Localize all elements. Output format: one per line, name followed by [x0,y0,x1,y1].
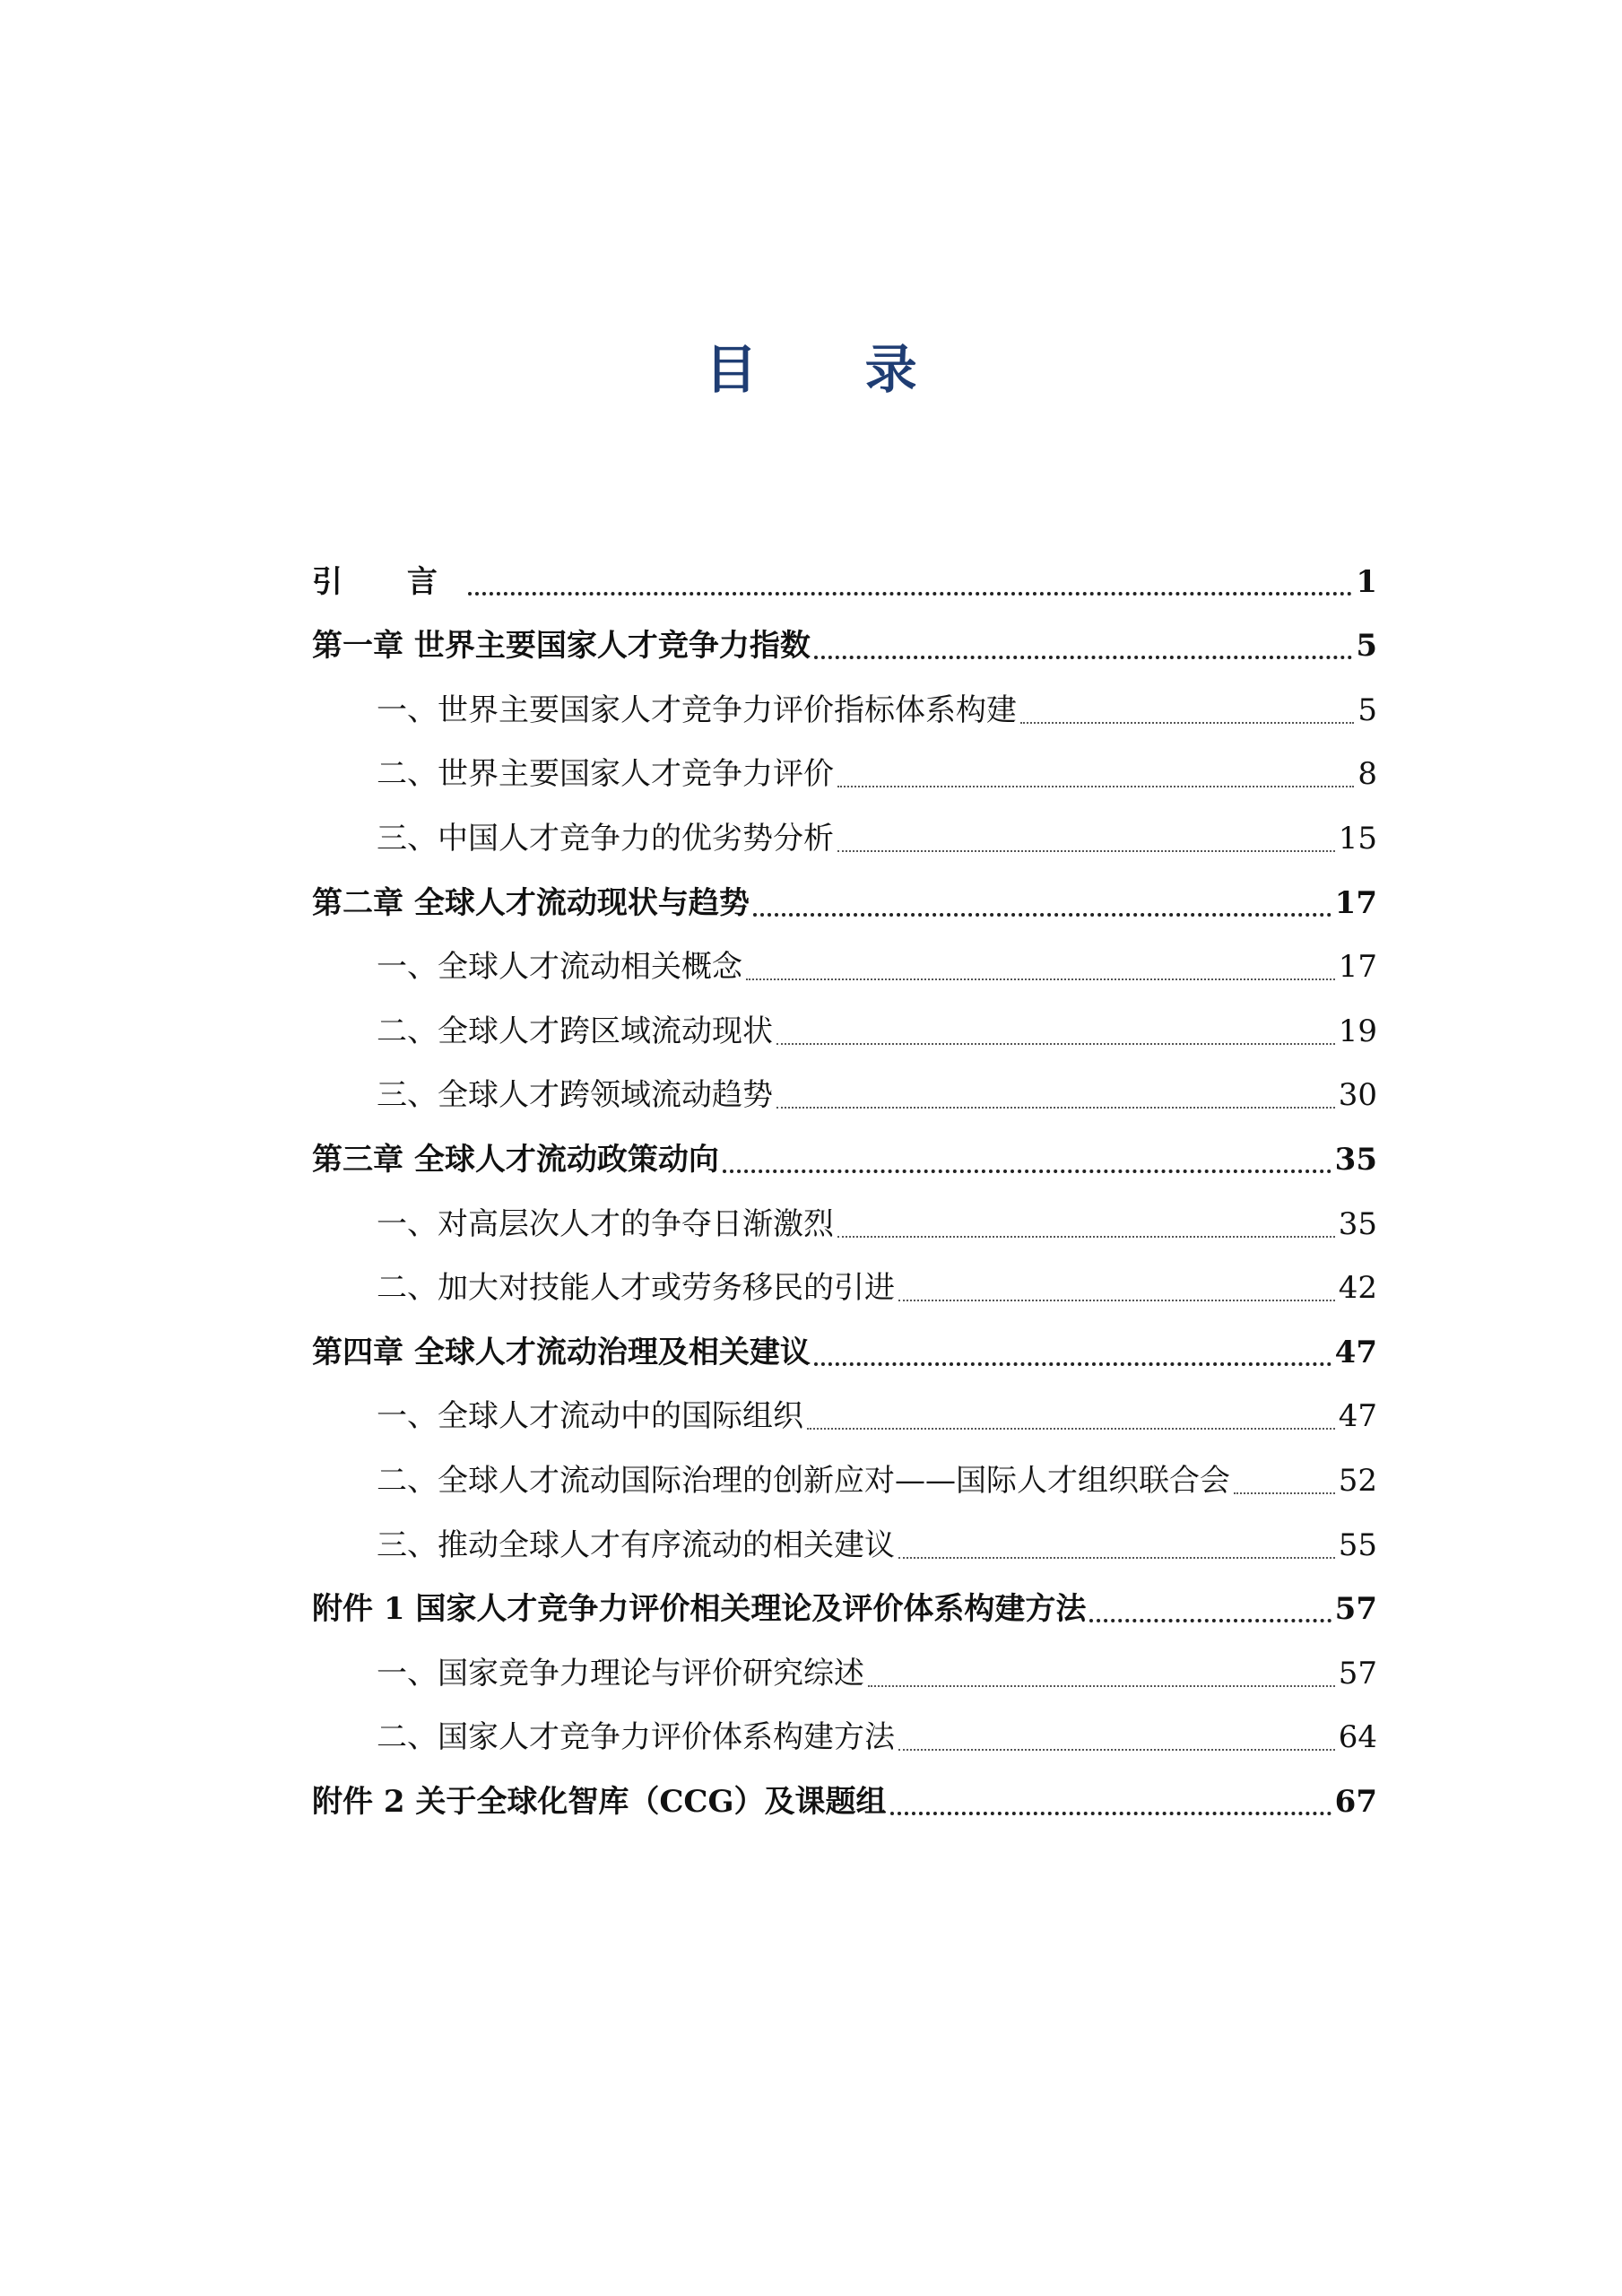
toc-entry-label: 第四章 全球人才流动治理及相关建议 [312,1334,811,1370]
dot-leader [837,850,1335,852]
dot-leader [890,1812,1331,1815]
dot-leader [814,656,1352,659]
dot-leader [898,1300,1335,1301]
toc-page-number: 8 [1357,756,1377,793]
toc-page-number: 15 [1338,820,1377,857]
toc-entry-label: 三、中国人才竞争力的优劣势分析 [377,820,834,857]
toc-section-entry[interactable] [312,1636,1377,1700]
page-title: 目 录 [705,339,962,400]
toc-entry-label: 二、世界主要国家人才竞争力评价 [377,756,834,793]
toc-entry-label: 二、加大对技能人才或劳务移民的引进 [377,1270,895,1307]
toc-section-entry[interactable] [312,930,1377,995]
toc-chapter-entry[interactable] [312,1315,1377,1379]
toc-page-number: 55 [1338,1526,1377,1563]
toc-page-number: 5 [1357,691,1377,728]
table-of-contents [312,544,1377,1829]
toc-page-number: 47 [1338,1398,1377,1435]
toc-section-entry[interactable] [312,1379,1377,1444]
toc-chapter-entry[interactable] [312,609,1377,674]
toc-section-entry[interactable] [312,1443,1377,1508]
toc-entry-label: 三、推动全球人才有序流动的相关建议 [377,1526,895,1563]
toc-entry-label: 附件 1 国家人才竞争力评价相关理论及评价体系构建方法 [312,1591,1087,1628]
toc-entry-label: 一、世界主要国家人才竞争力评价指标体系构建 [377,691,1017,728]
toc-page-number: 35 [1338,1205,1377,1242]
toc-entry-label: 第一章 世界主要国家人才竞争力指数 [312,628,811,665]
dot-leader [814,1362,1331,1366]
dot-leader [723,1170,1331,1173]
toc-section-entry[interactable] [312,1508,1377,1572]
toc-entry-label: 一、国家竞争力理论与评价研究综述 [377,1655,864,1692]
toc-entry-label: 第二章 全球人才流动现状与趋势 [312,884,750,921]
toc-page-number: 57 [1338,1655,1377,1692]
toc-section-entry[interactable] [312,673,1377,737]
dot-leader [776,1043,1335,1045]
toc-entry-label: 二、全球人才跨区域流动现状 [377,1013,773,1049]
toc-page-number: 5 [1356,628,1377,665]
dot-leader [868,1685,1335,1687]
toc-page-number: 35 [1334,1141,1377,1178]
dot-leader [1020,722,1354,724]
toc-chapter-entry[interactable] [312,544,1377,609]
toc-section-entry[interactable] [312,994,1377,1058]
toc-page-number: 64 [1338,1719,1377,1756]
toc-chapter-entry[interactable] [312,1572,1377,1637]
toc-entry-label: 一、全球人才流动中的国际组织 [377,1398,803,1435]
toc-page-number: 67 [1334,1783,1377,1820]
toc-entry-label: 第三章 全球人才流动政策动向 [312,1141,719,1178]
toc-section-entry[interactable] [312,1187,1377,1251]
toc-section-entry[interactable] [312,1058,1377,1123]
toc-entry-label: 一、全球人才流动相关概念 [377,949,742,986]
toc-chapter-entry[interactable] [312,1764,1377,1829]
toc-chapter-entry[interactable] [312,865,1377,930]
toc-entry-label: 二、全球人才流动国际治理的创新应对——国际人才组织联合会 [377,1462,1230,1499]
toc-chapter-entry[interactable] [312,1122,1377,1187]
dot-leader [746,978,1335,980]
toc-section-entry[interactable] [312,1251,1377,1316]
toc-entry-label: 一、对高层次人才的争夺日渐激烈 [377,1205,834,1242]
dot-leader [837,1236,1335,1238]
toc-page-number: 19 [1338,1013,1377,1049]
toc-page-number: 1 [1356,563,1377,600]
toc-section-entry[interactable] [312,737,1377,802]
toc-entry-label: 附件 2 关于全球化智库（CCG）及课题组 [312,1783,887,1820]
dot-leader [898,1749,1335,1751]
dot-leader [1089,1619,1331,1622]
toc-entry-label: 三、全球人才跨领域流动趋势 [377,1077,773,1114]
dot-leader [898,1557,1335,1559]
dot-leader [1234,1492,1335,1494]
toc-entry-label: 二、国家人才竞争力评价体系构建方法 [377,1719,895,1756]
toc-page-number: 30 [1338,1077,1377,1114]
toc-section-entry[interactable] [312,801,1377,865]
toc-page-number: 52 [1338,1462,1377,1499]
toc-page-number: 42 [1338,1270,1377,1307]
toc-entry-label: 引 言 [312,563,464,600]
toc-section-entry[interactable] [312,1700,1377,1765]
dot-leader [837,786,1354,787]
dot-leader [468,592,1352,596]
toc-page-number: 17 [1334,884,1377,921]
dot-leader [807,1428,1335,1430]
toc-page-number: 17 [1338,949,1377,986]
toc-page-number: 57 [1334,1591,1377,1628]
toc-page-number: 47 [1334,1334,1377,1370]
dot-leader [776,1107,1335,1109]
dot-leader [753,913,1331,917]
